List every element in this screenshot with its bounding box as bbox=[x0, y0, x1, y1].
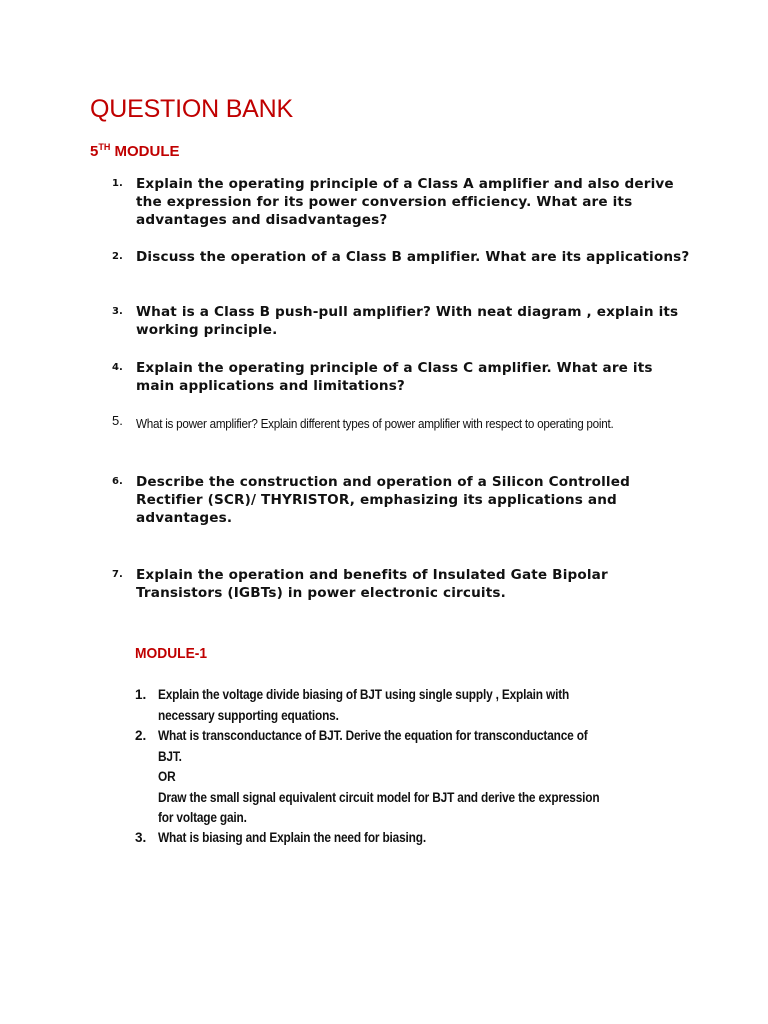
question-line: Explain the voltage divide biasing of BJT using single supply , Explain with bbox=[158, 687, 570, 702]
module5-question bbox=[112, 359, 692, 395]
question-text: What is a Class B push-pull amplifier? With neat diagram , explain its working principle. bbox=[136, 304, 679, 338]
question-number: 3. bbox=[135, 830, 147, 845]
module5-question bbox=[112, 413, 692, 434]
module5-question bbox=[112, 303, 692, 339]
module1-heading: MODULE-1 bbox=[135, 645, 208, 662]
question-text bbox=[158, 685, 631, 726]
question-line: OR bbox=[158, 769, 176, 784]
module5-question bbox=[112, 175, 692, 229]
question-line: What is transconductance of BJT. Derive the equation for transconductance of bbox=[158, 728, 588, 743]
question-number: 2. bbox=[112, 251, 123, 262]
module5-heading-superscript: TH bbox=[98, 142, 111, 152]
module5-question bbox=[112, 248, 692, 266]
question-number: 7. bbox=[112, 569, 123, 580]
module5-heading bbox=[90, 143, 180, 160]
module1-question bbox=[135, 726, 695, 829]
page-title: QUESTION BANK bbox=[90, 95, 293, 123]
question-number: 5. bbox=[112, 413, 123, 428]
question-text: Explain the operation and benefits of Insulated Gate Bipolar Transistors (IGBTs) in power electronic circuits. bbox=[136, 567, 608, 601]
module5-question bbox=[112, 473, 692, 527]
module5-heading-number: 5 bbox=[90, 143, 99, 160]
question-number: 2. bbox=[135, 728, 147, 743]
question-text: Discuss the operation of a Class B amplifier. What are its applications? bbox=[136, 249, 690, 265]
question-number: 1. bbox=[135, 687, 147, 702]
module5-question bbox=[112, 566, 692, 602]
question-text: Describe the construction and operation of a Silicon Controlled Rectifier (SCR)/ THYRISTOR, emphasizing its applications and advantages. bbox=[136, 474, 630, 526]
question-text: What is power amplifier? Explain different types of power amplifier with respect to operating point. bbox=[136, 416, 614, 431]
question-line: necessary supporting equations. bbox=[158, 707, 339, 723]
question-text: Explain the operating principle of a Class C amplifier. What are its main applications and limitations? bbox=[136, 360, 653, 394]
question-number: 4. bbox=[112, 362, 123, 373]
question-text bbox=[158, 828, 631, 849]
question-line: BJT. bbox=[158, 748, 182, 764]
question-line: for voltage gain. bbox=[158, 810, 247, 825]
module5-heading-label: MODULE bbox=[110, 143, 180, 160]
question-number: 3. bbox=[112, 306, 123, 317]
question-number: 6. bbox=[112, 476, 123, 487]
question-line: What is biasing and Explain the need for biasing. bbox=[158, 830, 426, 845]
question-text bbox=[158, 726, 631, 829]
module1-question bbox=[135, 685, 695, 726]
question-line: Draw the small signal equivalent circuit model for BJT and derive the expression bbox=[158, 789, 600, 805]
question-text: Explain the operating principle of a Class A amplifier and also derive the expression for its power conversion efficiency. What are its advantages and disadvantages? bbox=[136, 176, 674, 228]
module1-question bbox=[135, 828, 695, 849]
question-number: 1. bbox=[112, 178, 123, 189]
